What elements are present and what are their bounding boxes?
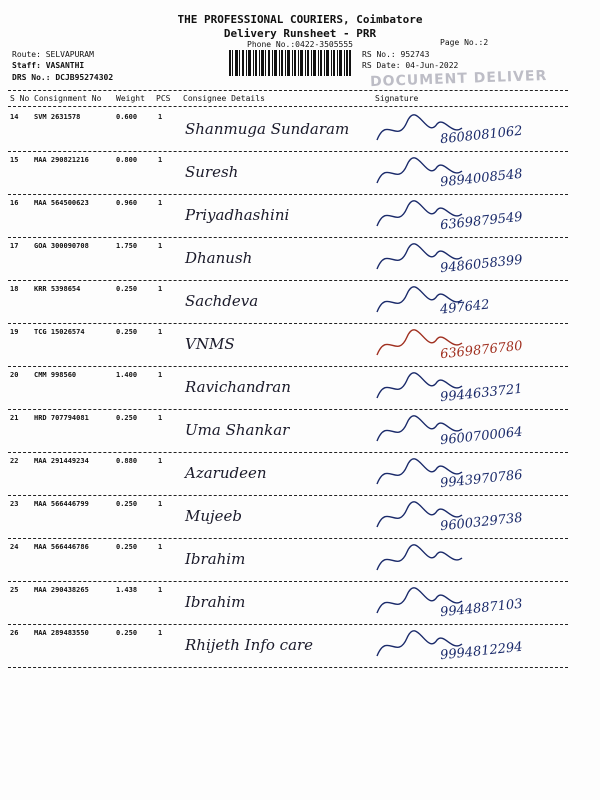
table-row	[0, 196, 600, 239]
signature-phone-number: 9600700064	[439, 424, 524, 449]
row-divider	[8, 280, 568, 281]
row-consignee-name: Dhanush	[185, 249, 253, 267]
row-sno: 20	[10, 371, 19, 379]
row-weight: 0.600	[116, 113, 138, 121]
row-pcs: 1	[158, 500, 163, 508]
row-weight: 0.250	[116, 629, 138, 637]
row-consignment-no: SVM 2631578	[34, 113, 81, 121]
signature-phone-number: 8608081062	[439, 123, 524, 148]
row-consignment-no: MAA 290438265	[34, 586, 89, 594]
company-title: THE PROFESSIONAL COURIERS, Coimbatore	[177, 13, 423, 26]
table-row	[0, 497, 600, 540]
drs-number: DRS No.: DCJB95274302	[12, 73, 114, 82]
row-weight: 0.250	[116, 414, 138, 422]
row-weight: 1.750	[116, 242, 138, 250]
signature-phone-number: 6369876780	[439, 338, 524, 363]
row-consignee-name: Mujeeb	[185, 507, 243, 525]
row-sno: 23	[10, 500, 19, 508]
row-sno: 26	[10, 629, 19, 637]
row-weight: 0.250	[116, 543, 138, 551]
row-pcs: 1	[158, 586, 163, 594]
signature-phone-number: 9600329738	[439, 510, 524, 535]
table-row	[0, 325, 600, 368]
row-consignee-name: Shanmuga Sundaram	[185, 120, 350, 138]
row-weight: 1.438	[116, 586, 138, 594]
row-weight: 0.960	[116, 199, 138, 207]
col-weight: Weight	[116, 94, 145, 103]
row-sno: 19	[10, 328, 19, 336]
table-row	[0, 282, 600, 325]
row-pcs: 1	[158, 285, 163, 293]
table-row	[0, 153, 600, 196]
row-pcs: 1	[158, 543, 163, 551]
row-divider	[8, 581, 568, 582]
row-divider	[8, 323, 568, 324]
rs-date: RS Date: 04-Jun-2022	[362, 61, 459, 70]
row-divider	[8, 667, 568, 668]
row-consignment-no: GOA 300090708	[34, 242, 89, 250]
signature-phone-number: 9943970786	[439, 467, 524, 492]
row-sno: 17	[10, 242, 19, 250]
signature-phone-number: 9994812294	[439, 639, 524, 664]
row-sno: 21	[10, 414, 19, 422]
row-consignee-name: Suresh	[185, 163, 239, 181]
row-consignee-name: Azarudeen	[185, 464, 267, 482]
row-consignee-name: VNMS	[185, 335, 235, 353]
row-consignee-name: Rhijeth Info care	[185, 636, 314, 654]
delivered-stamp: DOCUMENT DELIVER	[369, 67, 548, 91]
columns-divider	[8, 106, 568, 107]
header-divider	[8, 90, 568, 91]
row-pcs: 1	[158, 113, 163, 121]
row-divider	[8, 151, 568, 152]
row-weight: 0.800	[116, 156, 138, 164]
col-pcs: PCS	[156, 94, 171, 103]
row-consignee-name: Priyadhashini	[185, 206, 290, 224]
row-consignment-no: KRR 5398654	[34, 285, 81, 293]
row-pcs: 1	[158, 414, 163, 422]
table-row	[0, 454, 600, 497]
row-pcs: 1	[158, 457, 163, 465]
row-sno: 15	[10, 156, 19, 164]
row-consignee-name: Ibrahim	[185, 550, 246, 568]
runsheet-title: Delivery Runsheet - PRR	[223, 27, 377, 40]
table-row	[0, 368, 600, 411]
row-weight: 1.400	[116, 371, 138, 379]
row-consignment-no: MAA 566446799	[34, 500, 89, 508]
row-consignment-no: MAA 566446786	[34, 543, 89, 551]
table-row	[0, 540, 600, 583]
col-consignee: Consignee Details	[183, 94, 265, 103]
signature-phone-number: 9944633721	[439, 381, 524, 406]
table-row	[0, 583, 600, 626]
row-sno: 18	[10, 285, 19, 293]
row-weight: 0.250	[116, 500, 138, 508]
row-consignee-name: Uma Shankar	[185, 421, 290, 439]
row-weight: 0.250	[116, 328, 138, 336]
signature-phone-number: 9944887103	[439, 596, 524, 621]
row-divider	[8, 624, 568, 625]
row-divider	[8, 237, 568, 238]
row-consignment-no: MAA 289483550	[34, 629, 89, 637]
row-pcs: 1	[158, 629, 163, 637]
row-divider	[8, 194, 568, 195]
route-label: Route: SELVAPURAM	[12, 50, 94, 59]
row-sno: 16	[10, 199, 19, 207]
signature-phone-number: 6369879549	[439, 209, 524, 234]
row-pcs: 1	[158, 371, 163, 379]
page-number: Page No.:2	[440, 38, 489, 47]
row-consignment-no: MAA 291449234	[34, 457, 89, 465]
row-pcs: 1	[158, 242, 163, 250]
col-consignment: Consignment No	[34, 94, 102, 103]
signature-phone-number: 9486058399	[439, 252, 524, 277]
table-row	[0, 239, 600, 282]
staff-label: Staff: VASANTHI	[12, 61, 85, 70]
signature-scribble	[372, 540, 572, 583]
table-row	[0, 626, 600, 669]
row-divider	[8, 452, 568, 453]
row-consignee-name: Sachdeva	[185, 292, 259, 310]
col-sno: S No	[10, 94, 30, 103]
row-divider	[8, 366, 568, 367]
row-sno: 14	[10, 113, 19, 121]
row-pcs: 1	[158, 199, 163, 207]
phone-number: Phone No.:0422-3505555	[247, 40, 353, 49]
row-pcs: 1	[158, 156, 163, 164]
row-consignment-no: HRD 707794081	[34, 414, 89, 422]
barcode-icon	[229, 50, 351, 76]
row-consignment-no: TCG 15026574	[34, 328, 85, 336]
row-pcs: 1	[158, 328, 163, 336]
row-divider	[8, 538, 568, 539]
row-weight: 0.880	[116, 457, 138, 465]
row-consignment-no: MAA 290821216	[34, 156, 89, 164]
table-row	[0, 411, 600, 454]
row-sno: 25	[10, 586, 19, 594]
table-row	[0, 110, 600, 153]
col-signature: Signature	[375, 94, 419, 103]
rs-number: RS No.: 952743	[362, 50, 430, 59]
row-consignment-no: CMM 998560	[34, 371, 77, 379]
row-divider	[8, 409, 568, 410]
row-sno: 22	[10, 457, 19, 465]
signature-phone-number: 9894008548	[439, 166, 524, 191]
row-sno: 24	[10, 543, 19, 551]
signature-phone-number: 497642	[439, 297, 491, 318]
row-consignment-no: MAA 564500623	[34, 199, 89, 207]
row-divider	[8, 495, 568, 496]
row-consignee-name: Ravichandran	[185, 378, 291, 396]
row-weight: 0.250	[116, 285, 138, 293]
row-consignee-name: Ibrahim	[185, 593, 246, 611]
